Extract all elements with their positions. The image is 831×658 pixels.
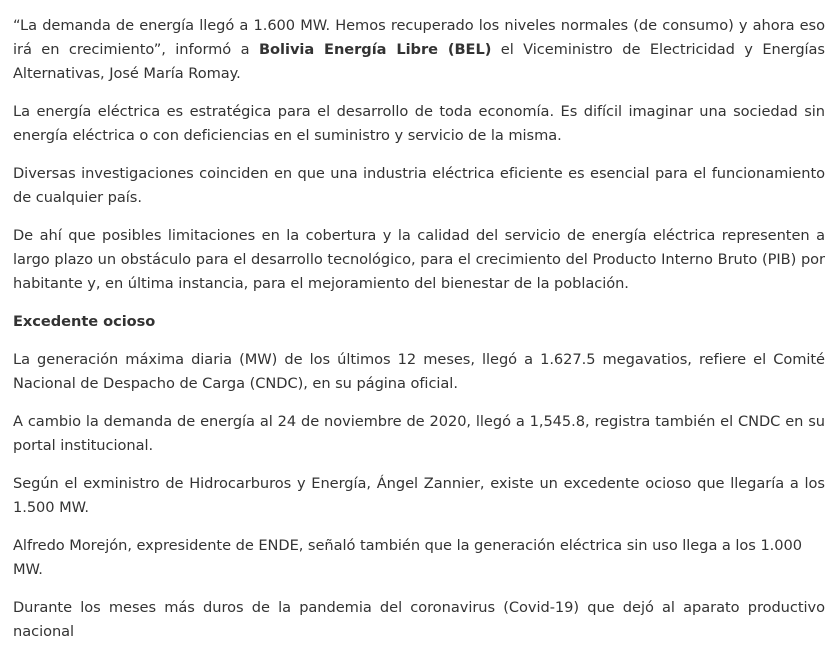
paragraph-max-generation: La generación máxima diaria (MW) de los últimos 12 meses, llegó a 1.627.5 megavatios, refiere el Comité Nacional de Despacho de Carga (CNDC), en su página oficial. — [13, 351, 825, 392]
paragraph-zannier: Según el exministro de Hidrocarburos y Energía, Ángel Zannier, existe un excedente ocioso que llegaría a los 1.500 MW. — [13, 475, 825, 516]
quote-text: “La demanda de energía llegó a 1.600 MW. Hemos recuperado los niveles normales (de consumo) y ahora eso irá en crecimiento”, informó a — [13, 17, 825, 58]
paragraph-pandemic: Durante los meses más duros de la pandemia del coronavirus (Covid-19) que dejó al aparato productivo nacional — [13, 599, 825, 640]
section-subheading: Excedente ocioso — [13, 313, 156, 330]
paragraph-morejon: Alfredo Morejón, expresidente de ENDE, señaló también que la generación eléctrica sin uso llega a los 1.000 MW. — [13, 537, 802, 578]
paragraph-limitations: De ahí que posibles limitaciones en la cobertura y la calidad del servicio de energía eléctrica representen a largo plazo un obstáculo para el desarrollo tecnológico, para el crecimiento del Producto Interno Bruto (PIB) por habitante y, en última instancia, para el mejoramiento del bienestar de la población. — [13, 227, 825, 292]
paragraph-demand: A cambio la demanda de energía al 24 de noviembre de 2020, llegó a 1,545.8, registra también el CNDC en su portal institucional. — [13, 413, 825, 454]
paragraph-viceministro-quote — [13, 14, 825, 86]
paragraph-energy-strategic: La energía eléctrica es estratégica para el desarrollo de toda economía. Es difícil imaginar una sociedad sin energía eléctrica o con deficiencias en el suministro y servicio de la misma. — [13, 103, 825, 144]
source-outlet-name: Bolivia Energía Libre (BEL) — [258, 41, 492, 58]
article-body — [13, 14, 825, 658]
attribution-text: el Viceministro de Electricidad y Energías Alternativas, José María Romay. — [13, 41, 825, 82]
paragraph-research: Diversas investigaciones coinciden en que una industria eléctrica eficiente es esencial para el funcionamiento de cualquier país. — [13, 165, 825, 206]
